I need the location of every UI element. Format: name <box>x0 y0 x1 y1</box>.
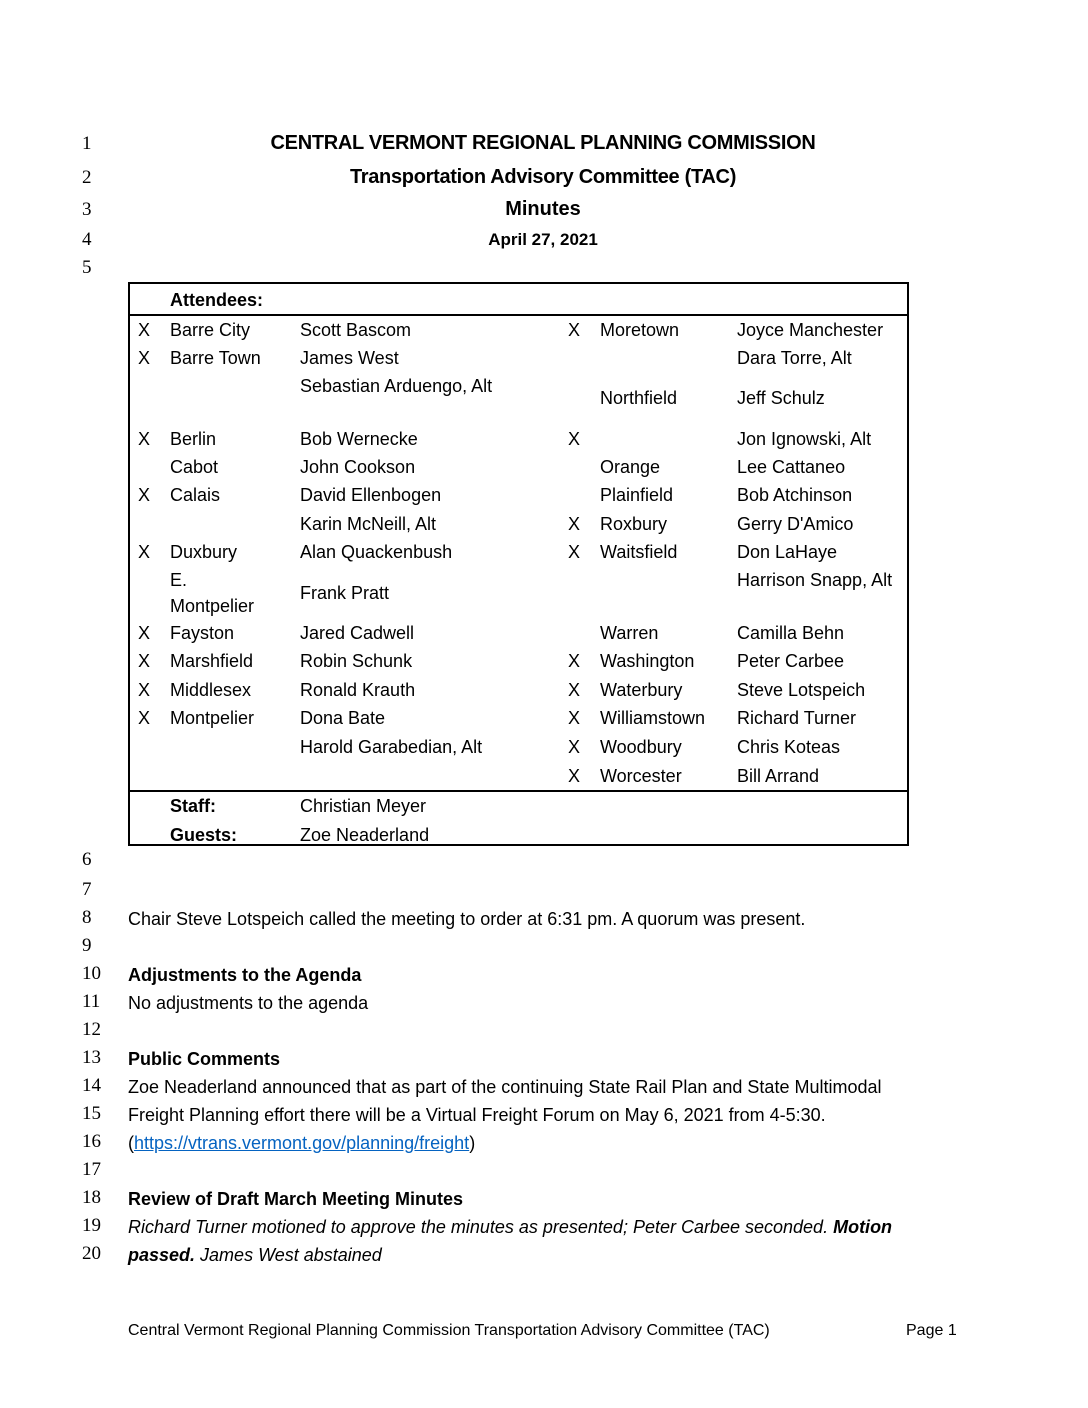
town: E. Montpelier <box>170 570 255 616</box>
line-number: 6 <box>82 849 92 870</box>
town: Montpelier <box>170 708 255 728</box>
present-mark: X <box>138 542 151 562</box>
line-number: 4 <box>82 229 92 250</box>
present-mark: X <box>138 680 151 700</box>
member-name: Camilla Behn <box>737 623 845 643</box>
present-mark: X <box>568 766 581 786</box>
adjustments-text: No adjustments to the agenda <box>128 993 369 1013</box>
member-name: Don LaHaye <box>737 542 838 562</box>
review-minutes-heading: Review of Draft March Meeting Minutes <box>128 1189 464 1209</box>
line-number: 15 <box>82 1103 101 1124</box>
motion-result: Motion <box>833 1217 893 1237</box>
present-mark: X <box>568 514 581 534</box>
town: Northfield <box>600 388 678 408</box>
line-number: 20 <box>82 1243 101 1264</box>
line-number: 17 <box>82 1159 101 1180</box>
member-name: Frank Pratt <box>300 583 390 603</box>
present-mark: X <box>568 680 581 700</box>
member-name: Karin McNeill, Alt <box>300 514 437 534</box>
town: Cabot <box>170 457 219 477</box>
line-number: 16 <box>82 1131 101 1152</box>
member-name: Harrison Snapp, Alt <box>737 570 893 590</box>
line-number: 9 <box>82 935 92 956</box>
line-number: 3 <box>82 199 92 220</box>
table-divider <box>130 790 907 792</box>
member-name: Joyce Manchester <box>737 320 884 340</box>
town: Fayston <box>170 623 235 643</box>
member-name: Peter Carbee <box>737 651 845 671</box>
member-name: Sebastian Arduengo, Alt <box>300 376 493 396</box>
member-name: Richard Turner <box>737 708 857 728</box>
present-mark: X <box>138 348 151 368</box>
member-name: Jeff Schulz <box>737 388 825 408</box>
motion-line <box>128 1216 892 1238</box>
town: Berlin <box>170 429 217 449</box>
motion-result: passed. <box>128 1245 196 1265</box>
member-name: Ronald Krauth <box>300 680 416 700</box>
town: Worcester <box>600 766 682 786</box>
staff-label: Staff: <box>170 796 216 816</box>
attendees-heading: Attendees: <box>170 290 264 310</box>
member-name: Robin Schunk <box>300 651 413 671</box>
present-mark: X <box>138 651 151 671</box>
member-name: Dara Torre, Alt <box>737 348 852 368</box>
town: Moretown <box>600 320 680 340</box>
motion-text: Richard Turner motioned to approve the minutes as presented; Peter Carbee seconded. <box>128 1217 834 1237</box>
present-mark: X <box>568 429 581 449</box>
line-number: 2 <box>82 167 92 188</box>
member-name: Steve Lotspeich <box>737 680 866 700</box>
town: Roxbury <box>600 514 668 534</box>
member-name: John Cookson <box>300 457 416 477</box>
public-comments-line: Zoe Neaderland announced that as part of the continuing State Rail Plan and State Multimodal <box>128 1077 882 1097</box>
member-name: Lee Cattaneo <box>737 457 846 477</box>
line-number: 11 <box>82 991 101 1012</box>
member-name: Bob Atchinson <box>737 485 853 505</box>
town: Barre City <box>170 320 251 340</box>
staff-name: Christian Meyer <box>300 796 427 816</box>
line-number: 12 <box>82 1019 101 1040</box>
present-mark: X <box>138 623 151 643</box>
town: Duxbury <box>170 542 238 562</box>
table-divider <box>130 314 907 316</box>
town: Woodbury <box>600 737 682 757</box>
member-name: Gerry D'Amico <box>737 514 854 534</box>
committee-title: Transportation Advisory Committee (TAC) <box>349 166 737 188</box>
present-mark: X <box>568 320 581 340</box>
guest-name: Zoe Neaderland <box>300 825 430 845</box>
line-number: 1 <box>82 133 92 154</box>
line-number: 7 <box>82 879 92 900</box>
doc-type-title: Minutes <box>505 198 581 220</box>
org-title: CENTRAL VERMONT REGIONAL PLANNING COMMISSION <box>270 132 816 154</box>
member-name: Harold Garabedian, Alt <box>300 737 483 757</box>
town: Marshfield <box>170 651 254 671</box>
meeting-date: April 27, 2021 <box>488 230 598 249</box>
town: Washington <box>600 651 695 671</box>
town: Williamstown <box>600 708 706 728</box>
town: Orange <box>600 457 661 477</box>
footer-text: Central Vermont Regional Planning Commission Transportation Advisory Committee (TAC) <box>128 1322 770 1339</box>
town: Plainfield <box>600 485 674 505</box>
town: Waitsfield <box>600 542 678 562</box>
member-name: Scott Bascom <box>300 320 412 340</box>
line-number: 19 <box>82 1215 101 1236</box>
guests-label: Guests: <box>170 825 238 845</box>
page-number: Page 1 <box>906 1322 957 1339</box>
member-name: Bill Arrand <box>737 766 820 786</box>
member-name: James West <box>300 348 399 368</box>
paren-open: ( <box>128 1133 134 1153</box>
town: Calais <box>170 485 221 505</box>
public-comments-line: Freight Planning effort there will be a Virtual Freight Forum on May 6, 2021 from 4-5:30. <box>128 1105 826 1125</box>
present-mark: X <box>138 429 151 449</box>
town: Waterbury <box>600 680 683 700</box>
member-name: Dona Bate <box>300 708 386 728</box>
present-mark: X <box>138 320 151 340</box>
present-mark: X <box>568 708 581 728</box>
present-mark: X <box>568 737 581 757</box>
line-number: 8 <box>82 907 92 928</box>
line-number: 14 <box>82 1075 101 1096</box>
member-name: Jared Cadwell <box>300 623 415 643</box>
present-mark: X <box>138 708 151 728</box>
line-number: 5 <box>82 257 92 278</box>
public-comments-heading: Public Comments <box>128 1049 281 1069</box>
line-number: 18 <box>82 1187 101 1208</box>
present-mark: X <box>568 651 581 671</box>
present-mark: X <box>138 485 151 505</box>
motion-line <box>128 1244 382 1266</box>
attendance-table <box>128 282 909 846</box>
member-name: Alan Quackenbush <box>300 542 453 562</box>
line-number: 10 <box>82 963 101 984</box>
abstention-text: James West abstained <box>195 1245 382 1265</box>
present-mark: X <box>568 542 581 562</box>
member-name: Chris Koteas <box>737 737 841 757</box>
freight-link-line <box>128 1132 475 1154</box>
freight-forum-link[interactable]: https://vtrans.vermont.gov/planning/freight <box>134 1133 470 1153</box>
paren-close: ) <box>469 1133 476 1153</box>
line-number: 13 <box>82 1047 101 1068</box>
town: Middlesex <box>170 680 252 700</box>
town: Barre Town <box>170 348 261 368</box>
town: Warren <box>600 623 659 643</box>
member-name: Bob Wernecke <box>300 429 418 449</box>
member-name: David Ellenbogen <box>300 485 442 505</box>
call-to-order-text: Chair Steve Lotspeich called the meeting to order at 6:31 pm. A quorum was present. <box>128 909 806 929</box>
adjustments-heading: Adjustments to the Agenda <box>128 965 362 985</box>
member-name: Jon Ignowski, Alt <box>737 429 872 449</box>
